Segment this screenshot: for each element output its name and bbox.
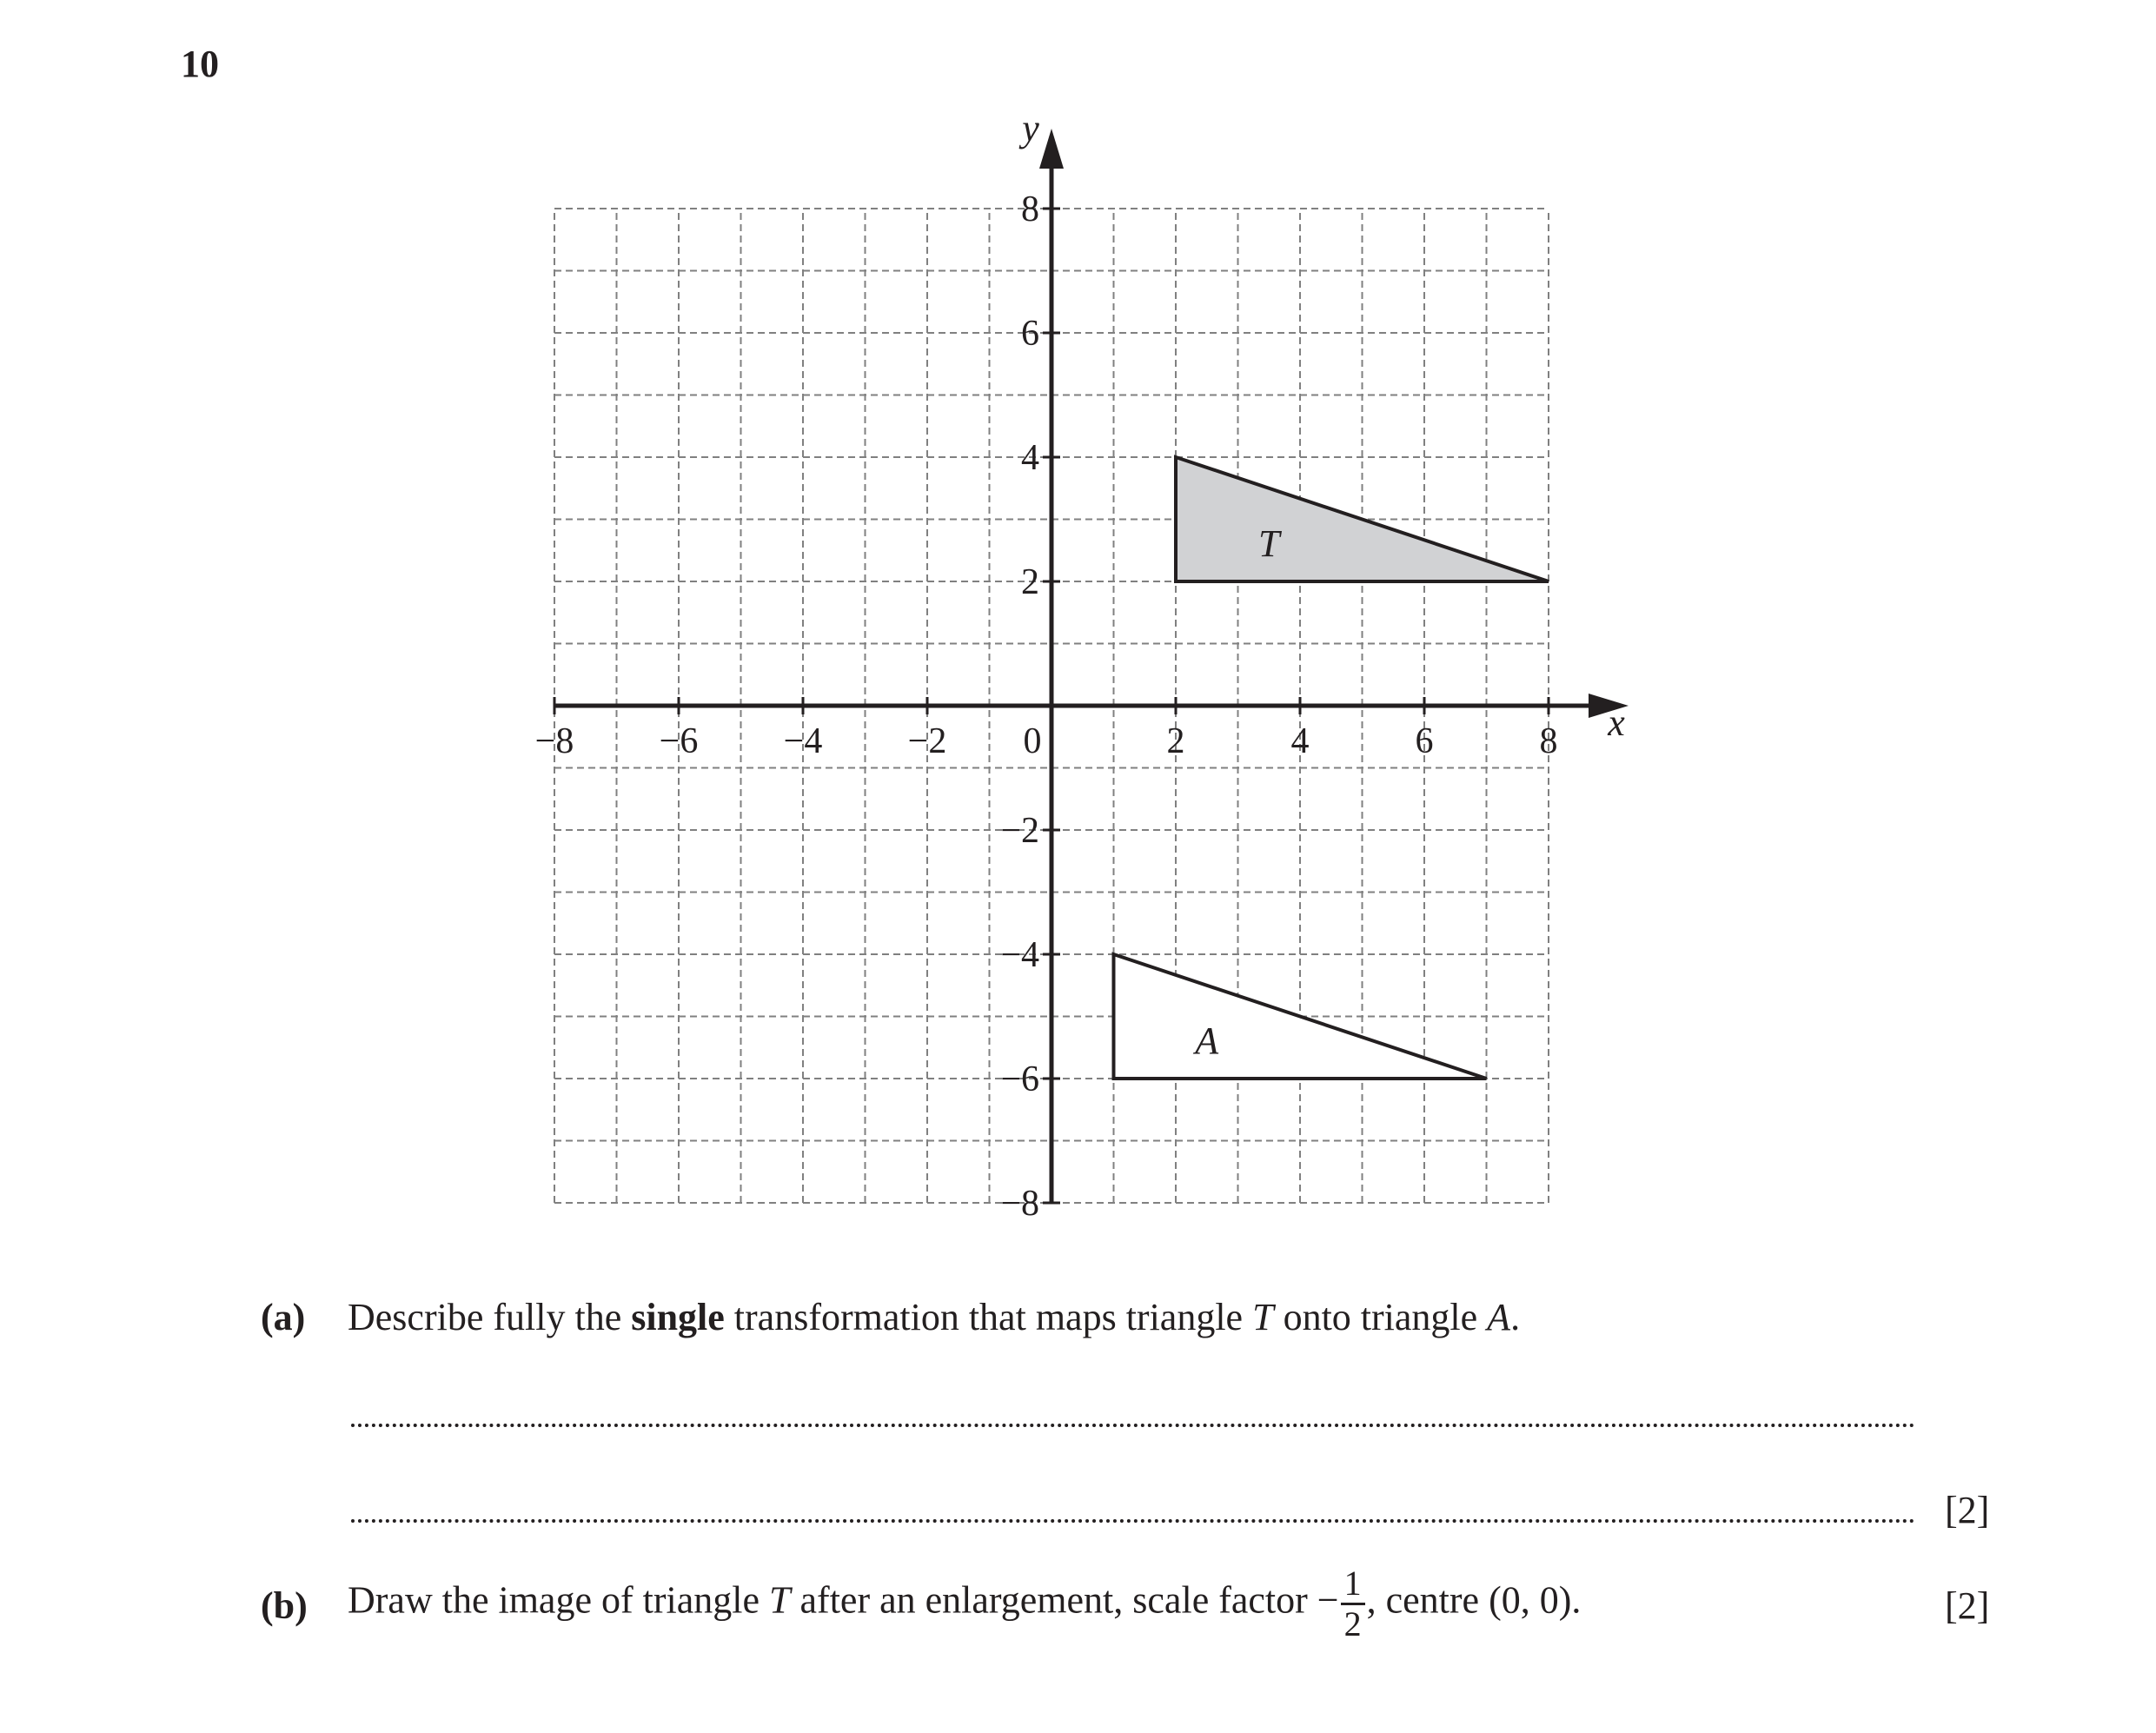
part-a-text-4: . bbox=[1510, 1296, 1521, 1338]
part-a-italic-2: A bbox=[1487, 1296, 1511, 1338]
question-number: 10 bbox=[181, 43, 219, 85]
y-tick-label: −8 bbox=[1000, 1184, 1039, 1224]
y-axis-label: y bbox=[1022, 107, 1039, 149]
x-axis-label: x bbox=[1608, 701, 1625, 744]
y-tick-label: 2 bbox=[1021, 562, 1039, 602]
x-tick-label: 0 bbox=[1023, 721, 1042, 761]
part-b-text-3: , centre (0, 0). bbox=[1366, 1578, 1582, 1622]
y-tick-label: 4 bbox=[1021, 438, 1039, 478]
part-b-text-1: Draw the image of triangle bbox=[348, 1578, 770, 1622]
part-a-text-2: transformation that maps triangle bbox=[724, 1296, 1253, 1338]
part-b-question bbox=[348, 1564, 1581, 1643]
y-tick-label: 8 bbox=[1021, 189, 1039, 229]
part-b-italic-1: T bbox=[769, 1578, 791, 1622]
scale-factor-fraction bbox=[1341, 1564, 1365, 1643]
part-a-text-1: Describe fully the bbox=[348, 1296, 632, 1338]
part-a-label: (a) bbox=[261, 1296, 306, 1338]
part-a-question bbox=[348, 1295, 1520, 1339]
part-a-bold: single bbox=[631, 1296, 725, 1338]
part-a-italic-1: T bbox=[1252, 1296, 1274, 1338]
x-tick-label: −2 bbox=[907, 721, 947, 761]
y-tick-label: −2 bbox=[1000, 811, 1039, 851]
fraction-numerator: 1 bbox=[1341, 1564, 1365, 1605]
x-tick-label: 2 bbox=[1166, 721, 1185, 761]
part-a-marks: [2] bbox=[1945, 1489, 1990, 1531]
x-tick-label: 4 bbox=[1290, 721, 1310, 761]
x-tick-label: 6 bbox=[1415, 721, 1434, 761]
axes bbox=[554, 129, 1629, 1203]
y-tick-label: −6 bbox=[1000, 1059, 1039, 1099]
x-tick-label: −4 bbox=[783, 721, 823, 761]
answer-line-1[interactable] bbox=[351, 1424, 1915, 1427]
triangle-label-a: A bbox=[1195, 1019, 1219, 1063]
part-b-marks: [2] bbox=[1945, 1584, 1990, 1627]
y-tick-label: 6 bbox=[1021, 314, 1039, 354]
x-tick-label: −6 bbox=[659, 721, 699, 761]
tick-labels bbox=[535, 107, 1626, 1224]
answer-line-2[interactable] bbox=[351, 1519, 1915, 1523]
triangle-label-t: T bbox=[1258, 522, 1280, 566]
x-tick-label: −8 bbox=[534, 721, 574, 761]
part-b-text-2: after an enlargement, scale factor − bbox=[790, 1578, 1339, 1622]
x-tick-label: 8 bbox=[1539, 721, 1558, 761]
fraction-denominator: 2 bbox=[1343, 1604, 1362, 1643]
y-tick-label: −4 bbox=[1000, 935, 1039, 975]
part-a-text-3: onto triangle bbox=[1273, 1296, 1488, 1338]
y-axis-arrow bbox=[1039, 129, 1064, 169]
part-b-label: (b) bbox=[261, 1584, 308, 1627]
